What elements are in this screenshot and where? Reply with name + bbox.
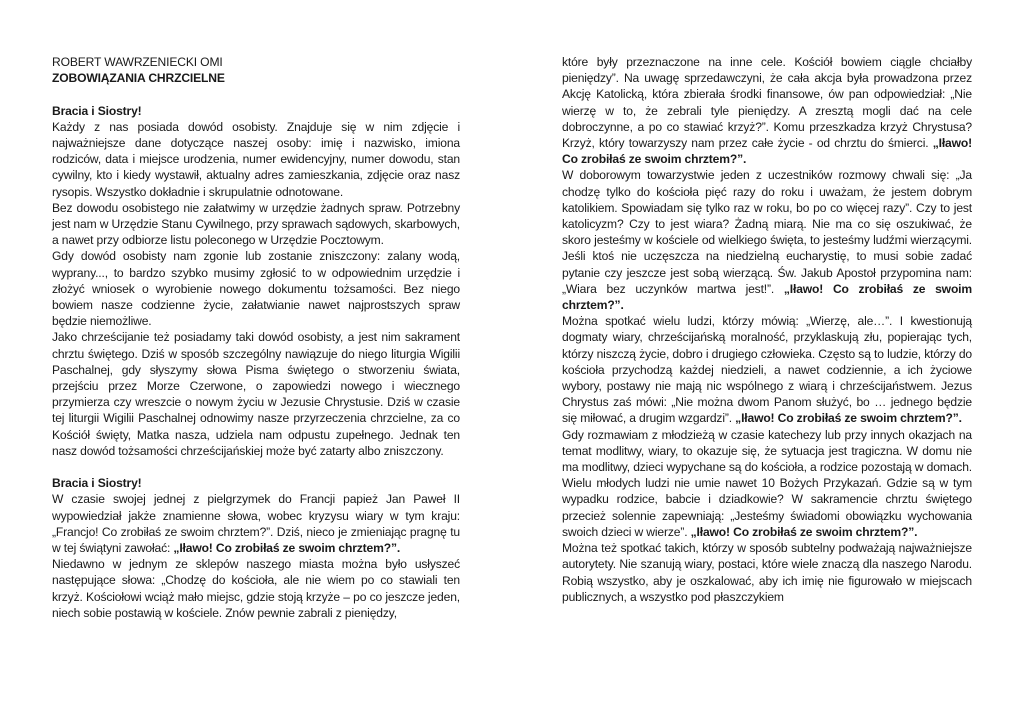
paragraph — [562, 54, 972, 167]
paragraph-text: Gdy rozmawiam z młodzieżą w czasie katechezy lub przy innych okazjach na temat modlitwy, wiary, to okazuje się, że sytuacja jest tragiczna. W domu nie ma modlitwy, dzieci wypychane są do kościoła, a rodzice pozostają w domach. Wielu młodych ludzi nie umie nawet 10 Bożych Przykazań. Gdzie są w tym wypadku rodzice, babcie i dziadkowie? W sakramencie chrztu świętego przecież solennie zapewniają: „Jesteśmy świadomi obowiązku wychowania swoich dzieci w wierze”. — [562, 427, 972, 539]
paragraph — [562, 427, 972, 540]
paragraph-text: które były przeznaczone na inne cele. Kościół bowiem ciągle chciałby pieniędzy”. Na uwagę sprzedawczyni, że cała akcja była prowadzona przez Akcję Katolicką, która zbierała środki finansowe, ów pan odpowiedział: „Nie wierzę w to, że zebrali tyle pieniędzy. A zresztą mogli dać na cele dobroczynne, a po co stawiać krzyż?”. Komu przeszkadza krzyż Chrystusa? Krzyż, który towarzyszy nam przez całe życie - od chrztu do śmierci. — [562, 55, 972, 151]
left-column — [52, 54, 460, 621]
paragraph: Jako chrześcijanie też posiadamy taki dowód osobisty, a jest nim sakrament chrztu świętego. Dziś w sposób szczególny nawiązuje do niego liturgia Wigilii Paschalnej, gdy słyszymy słowa Pisma świętego o stworzeniu świata, przejściu przez Morze Czerwone, o zapowiedzi nowego i wiecznego przymierza czy wreszcie o nowym życiu w Jezusie Chrystusie. Dziś w czasie tej liturgii Wigilii Paschalnej odnowimy nasze przyrzeczenia chrzcielne, za co Kościół święty, Matka nasza, udziela nam odpustu zupełnego. Jednak ten nasz dowód tożsamości chrześcijańskiej może być zatarty albo zniszczony. — [52, 330, 460, 458]
paragraph-text: W czasie swojej jednej z pielgrzymek do Francji papież Jan Paweł II wypowiedział jakże znamienne słowa, wobec kryzysu wiary w tym kraju: „Francjo! Co zrobiłaś ze swoim chrztem?”. Dziś, nieco je zmieniając pragnę tu w tej świątyni zawołać: — [52, 492, 460, 556]
refrain-text: „Iławo! Co zrobiłaś ze swoim chrztem?”. — [562, 281, 972, 313]
paragraph: Każdy z nas posiada dowód osobisty. Znajduje się w nim zdjęcie i najważniejsze dane dotyczące naszej osoby: imię i nazwisko, imiona rodziców, data i miejsce urodzenia, numer ewidencyjny, numer dowodu, stan cywilny, kto i kiedy wystawił, aktualny adres zamieszkania, zdjęcie oraz nasz rysopis. Wszystko dokładnie i skrupulatnie odnotowane. — [52, 119, 460, 199]
paragraph-text: Można spotkać wielu ludzi, którzy mówią: „Wierzę, ale…”. I kwestionują dogmaty wiary, chrześcijańską moralność, przyklaskują złu, popierając tych, którzy niszczą życie, dobro i drugiego człowieka. Często są to ludzie, którzy do kościoła przychodzą każdej niedzieli, a nawet codziennie, a ich życiowe wybory, postawy nie mają nic wspólnego z wiarą i chrześcijaństwem. Jezus Chrystus zaś mówi: „Nie można dwom Panom służyć, bo … jednego będzie się miłować, a drugim wzgardzi”. — [562, 314, 972, 426]
paragraph: Niedawno w jednym ze sklepów naszego miasta można było usłyszeć następujące słowa: „Chodzę do kościoła, ale nie wiem po co stawiali ten krzyż. Kościołowi wciąż mało miejsc, gdzie stoją krzyże – po co jeszcze jeden, niech sobie postawią w kościele. Znów pewnie zabrali z pieniędzy, — [52, 557, 460, 620]
paragraph — [52, 491, 460, 556]
right-column — [562, 54, 972, 605]
document-title: ZOBOWIĄZANIA CHRZCIELNE — [52, 71, 225, 86]
refrain-text: „Iławo! Co zrobiłaś ze swoim chrztem?”. — [562, 136, 972, 167]
refrain-text: „Iławo! Co zrobiłaś ze swoim chrztem?”. — [173, 541, 401, 556]
paragraph-text: W doborowym towarzystwie jeden z uczestników rozmowy chwali się: „Ja chodzę tylko do kościoła pięć razy do roku i uważam, że jestem dobrym katolikiem. Spowiadam się tylko raz w roku, bo po co więcej razy”. Czy to jest katolicyzm? Czy to jest wiara? Żadną miarą. Nie ma co się oszukiwać, że skoro jesteśmy w kościele od wielkiego święta, to jesteśmy ludźmi wierzącymi. Jeśli ktoś nie uczęszcza na niedzielną eucharystię, to musi sobie zadać pytanie czy jeszcze jest sobą wierzącą. Św. Jakub Apostoł przypomina nam: „Wiara bez uczynków martwa jest!”. — [562, 168, 972, 296]
greeting-heading: Bracia i Siostry! — [52, 476, 142, 491]
paragraph — [562, 167, 972, 313]
refrain-text: „Iławo! Co zrobiłaś ze swoim chrztem?”. — [690, 524, 918, 539]
paragraph: Można też spotkać takich, którzy w sposób subtelny podważają najważniejsze autorytety. Nie szanują wiary, postaci, które wiele znaczą dla naszego Narodu. Robią wszystko, aby je oszkalować, aby ich imię nie figurowało w miejscach publicznych, a wszystko pod płaszczykiem — [562, 541, 972, 604]
paragraph: Bez dowodu osobistego nie załatwimy w urzędzie żadnych spraw. Potrzebny jest nam w Urzędzie Stanu Cywilnego, przy sprawach sądowych, skarbowych, a nawet przy odbiorze listu poleconego w Urzędzie Pocztowym. — [52, 200, 460, 248]
greeting-heading: Bracia i Siostry! — [52, 103, 142, 118]
paragraph — [562, 313, 972, 426]
paragraph: Gdy dowód osobisty nam zgonie lub zostanie zniszczony: zalany wodą, wyprany..., to bardzo szybko musimy zgłosić to w odpowiednim urzędzie i złożyć wniosek o wyrobienie nowego dokumentu tożsamości. Bez niego bowiem nasze codzienne życie, załatwianie nawet najprostszych spraw będzie niemożliwe. — [52, 249, 460, 329]
refrain-text: „Iławo! Co zrobiłaś ze swoim chrztem?”. — [735, 411, 962, 426]
author-name: ROBERT WAWRZENIECKI OMI — [52, 55, 223, 69]
